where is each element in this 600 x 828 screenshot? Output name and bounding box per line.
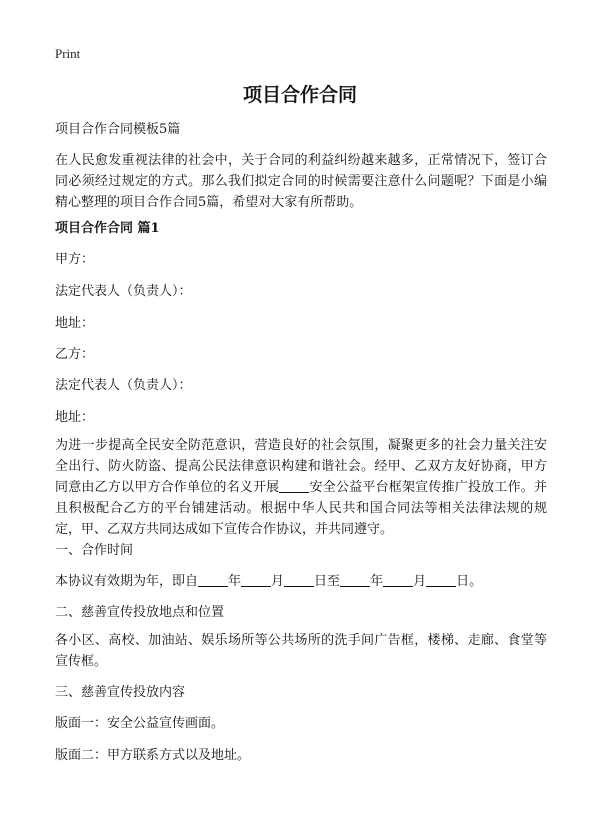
party-a-address: 地址： xyxy=(55,316,95,331)
section-2-body: 各小区、高校、加油站、娱乐场所等公共场所的洗手间广告框，楼梯、走廊、食堂等宣传框。 xyxy=(55,633,547,669)
print-link[interactable]: Print xyxy=(55,46,81,61)
start-month-blank xyxy=(241,572,271,587)
section-2-title: 二、慈善宣传投放地点和位置 xyxy=(55,605,225,620)
month-label: 月 xyxy=(271,574,285,589)
end-day-blank xyxy=(426,572,456,587)
end-year-blank xyxy=(340,572,370,587)
year-label: 年 xyxy=(228,574,242,589)
section-3-title: 三、慈善宣传投放内容 xyxy=(55,685,186,700)
purpose-paragraph xyxy=(55,435,547,540)
project-name-blank xyxy=(279,478,309,493)
intro-paragraph: 在人民愈发重视法律的社会中，关于合同的利益纠纷越来越多，正常情况下，签订合同必须经过规定的方式。那么我们拟定合同的时候需要注意什么问题呢？下面是小编精心整理的项目合作合同5篇，希望对大家有所帮助。 xyxy=(55,153,547,210)
purpose-text-before: 为进一步提高全民安全防范意识，营造良好的社会氛围，凝聚更多的社会力量关注安全出行、防火防盗、提高公民法律意识构建和谐社会。经甲、乙双方友好协商，甲方同意由乙方以甲方合作单位的名义开展 xyxy=(55,438,547,495)
start-year-blank xyxy=(198,572,228,587)
section-1-body xyxy=(55,571,547,592)
day-to-label: 日至 xyxy=(314,574,341,589)
section-1-title: 一、合作时间 xyxy=(55,543,134,558)
party-b-address: 地址： xyxy=(55,410,95,425)
layout-two: 版面二：甲方联系方式以及地址。 xyxy=(55,748,251,763)
purpose-text-after: 安全公益平台框架宣传推广投放工作。并且积极配合乙方的平台铺建活动。根据中华人民共和国合同法等相关法律法规的规定，甲、乙双方共同达成如下宣传合作协议，并共同遵守。 xyxy=(55,480,547,537)
party-a-label: 甲方： xyxy=(55,252,95,267)
section-heading: 项目合作合同 篇1 xyxy=(55,221,160,236)
party-b-representative: 法定代表人（负责人）： xyxy=(55,378,192,393)
party-b-label: 乙方： xyxy=(55,347,95,362)
day-end-label: 日。 xyxy=(456,574,483,589)
start-day-blank xyxy=(284,572,314,587)
party-a-representative: 法定代表人（负责人）： xyxy=(55,284,192,299)
year-label: 年 xyxy=(370,574,384,589)
month-label: 月 xyxy=(413,574,427,589)
document-subtitle: 项目合作合同模板5篇 xyxy=(55,122,181,137)
end-month-blank xyxy=(383,572,413,587)
layout-one: 版面一：安全公益宣传画面。 xyxy=(55,716,225,731)
document-title: 项目合作合同 xyxy=(242,84,357,106)
term-text: 本协议有效期为年，即自 xyxy=(55,574,199,589)
